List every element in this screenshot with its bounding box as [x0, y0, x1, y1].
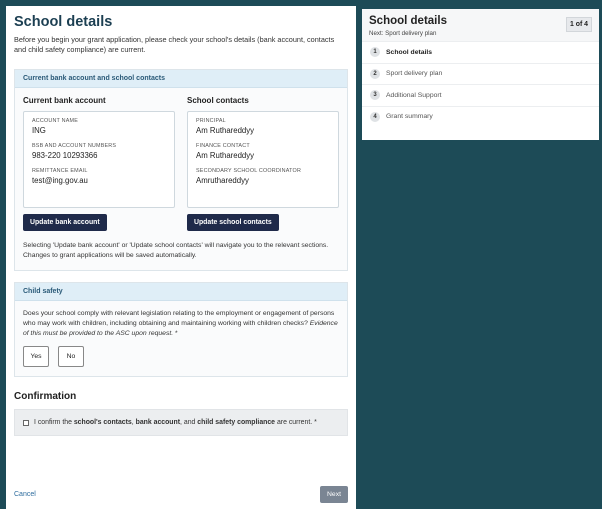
form-footer [14, 485, 348, 503]
bank-contacts-section [14, 69, 348, 271]
progress-sidebar [362, 9, 599, 140]
field-label: SECONDARY SCHOOL COORDINATOR [196, 168, 302, 174]
required-mark: * [175, 330, 178, 337]
step-label: Additional Support [386, 91, 442, 99]
sidebar-title: School details [369, 15, 447, 27]
confirmation-text: , and [180, 419, 198, 426]
finance-contact-value: Am Ruthareddyy [196, 151, 255, 160]
section-heading: Child safety [15, 283, 347, 301]
cancel-link[interactable]: Cancel [14, 490, 36, 498]
confirmation-box [14, 409, 348, 436]
field-label: ACCOUNT NAME [32, 118, 79, 124]
main-panel [6, 6, 356, 509]
step-additional-support[interactable] [362, 84, 599, 106]
intro-text: Before you begin your grant application, please check your school's details (bank account, contacts and child safety compliance) are current. [14, 35, 335, 54]
field-label: PRINCIPAL [196, 118, 226, 124]
confirmation-bold-bank: bank account [135, 419, 181, 426]
confirmation-text: , [131, 419, 136, 426]
school-contacts-title: School contacts [187, 96, 249, 105]
school-contacts-card [187, 111, 339, 208]
step-number: 1 [370, 47, 380, 57]
child-safety-question [23, 309, 339, 339]
no-button[interactable]: No [58, 346, 84, 367]
confirmation-title: Confirmation [14, 391, 77, 402]
confirmation-bold-contacts: school's contacts [73, 419, 132, 426]
confirmation-checkbox[interactable] [23, 420, 29, 426]
update-school-contacts-button[interactable]: Update school contacts [187, 214, 279, 231]
principal-value: Am Ruthareddyy [196, 126, 255, 135]
confirmation-bold-safety: child safety compliance [197, 419, 276, 426]
remittance-email-value: test@ing.gov.au [32, 176, 88, 185]
school-contacts-column [187, 96, 339, 231]
step-number: 4 [370, 112, 380, 122]
account-numbers-value: 983-220 10293366 [32, 151, 98, 160]
sidebar-subtitle: Next: Sport delivery plan [369, 30, 437, 37]
account-name-value: ING [32, 126, 46, 135]
bank-account-title: Current bank account [23, 96, 106, 105]
step-school-details[interactable] [362, 41, 599, 63]
sidebar-header [362, 9, 599, 41]
field-label: FINANCE CONTACT [196, 143, 250, 149]
question-italic-text: Evidence of this must be provided to the ASC upon request. [23, 320, 338, 337]
yes-button[interactable]: Yes [23, 346, 49, 367]
confirmation-text: I confirm the [34, 419, 74, 426]
update-bank-account-button[interactable]: Update bank account [23, 214, 107, 231]
required-mark: * [314, 419, 317, 426]
confirmation-text: are current. [275, 419, 313, 426]
confirmation-label[interactable] [34, 419, 317, 426]
step-label: Sport delivery plan [386, 70, 443, 78]
step-sport-delivery-plan[interactable] [362, 63, 599, 85]
field-label: REMITTANCE EMAIL [32, 168, 88, 174]
section-heading: Current bank account and school contacts [15, 70, 347, 88]
coordinator-value: Amruthareddyy [196, 176, 249, 185]
child-safety-section [14, 282, 348, 377]
step-label: School details [386, 48, 433, 56]
step-label: Grant summary [386, 113, 433, 121]
step-grant-summary[interactable] [362, 106, 599, 128]
step-number: 3 [370, 90, 380, 100]
step-count-badge: 1 of 4 [566, 17, 592, 32]
bank-account-card [23, 111, 175, 208]
page-title: School details [14, 14, 113, 30]
step-number: 2 [370, 69, 380, 79]
question-text: Does your school comply with relevant legislation relating to the employment or engagement of persons who may work with children, including obtaining and maintaining working with children checks? [23, 310, 335, 327]
navigation-note: Selecting 'Update bank account' or 'Update school contacts' will navigate you to the relevant sections. Changes to grant applications will be saved automatically. [23, 242, 329, 259]
field-label: BSB AND ACCOUNT NUMBERS [32, 143, 117, 149]
next-button[interactable]: Next [320, 486, 348, 503]
bank-account-column [23, 96, 175, 231]
